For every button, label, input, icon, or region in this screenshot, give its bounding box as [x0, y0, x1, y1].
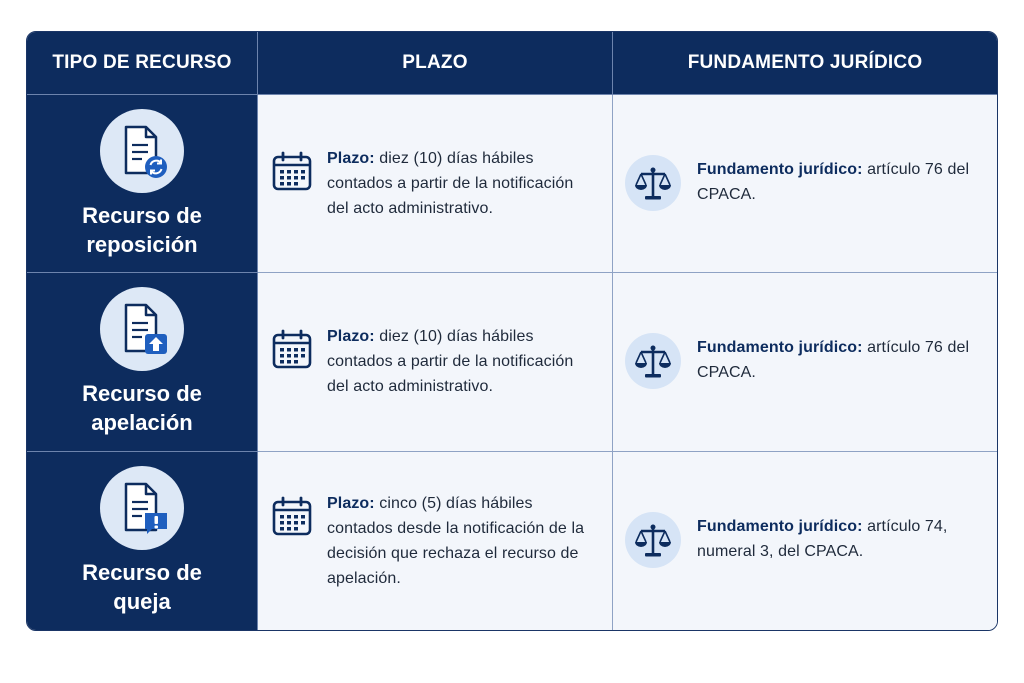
plazo-label: Plazo: — [327, 150, 375, 168]
document-alert-icon — [100, 466, 184, 550]
fundamento-value: artículo 76 del CPACA. — [697, 160, 970, 203]
fundamento-value: artículo 76 del CPACA. — [697, 338, 970, 381]
fundamento-text — [697, 335, 977, 385]
document-refresh-icon — [100, 109, 184, 193]
fundamento-text — [697, 514, 977, 564]
plazo-label: Plazo: — [327, 494, 375, 512]
fundamento-label: Fundamento jurídico: — [697, 160, 863, 178]
row-fundamento-cell — [613, 452, 997, 630]
plazo-text — [327, 491, 597, 591]
plazo-value: diez (10) días hábiles contados a partir de la notificación del acto administrativo. — [327, 150, 574, 218]
plazo-value: cinco (5) días hábiles contados desde la notificación de la decisión que rechaza el recurso de apelación. — [327, 494, 585, 587]
scales-icon — [625, 333, 681, 389]
header-plazo: PLAZO — [258, 32, 613, 95]
row-type-label: Recurso de apelación — [82, 380, 202, 435]
row-fundamento-cell — [613, 273, 997, 451]
row-fundamento-cell — [613, 95, 997, 273]
calendar-icon — [271, 328, 313, 370]
calendar-icon — [271, 150, 313, 192]
row-type-cell — [27, 95, 258, 273]
plazo-text — [327, 324, 597, 399]
row-plazo-cell — [258, 452, 613, 630]
row-plazo-cell — [258, 95, 613, 273]
fundamento-text — [697, 157, 977, 207]
plazo-label: Plazo: — [327, 328, 375, 346]
row-plazo-cell — [258, 273, 613, 451]
calendar-icon — [271, 495, 313, 537]
plazo-text — [327, 146, 597, 221]
fundamento-label: Fundamento jurídico: — [697, 338, 863, 356]
recursos-table — [26, 31, 998, 631]
scales-icon — [625, 155, 681, 211]
row-type-label: Recurso de reposición — [82, 202, 202, 257]
header-fundamento-juridico: FUNDAMENTO JURÍDICO — [613, 32, 997, 95]
document-upload-icon — [100, 287, 184, 371]
plazo-value: diez (10) días hábiles contados a partir de la notificación del acto administrativo. — [327, 328, 574, 396]
scales-icon — [625, 512, 681, 568]
row-type-label: Recurso de queja — [82, 559, 202, 614]
header-tipo-de-recurso: TIPO DE RECURSO — [27, 32, 258, 95]
row-type-cell — [27, 452, 258, 630]
fundamento-label: Fundamento jurídico: — [697, 517, 863, 535]
row-type-cell — [27, 273, 258, 451]
fundamento-value: artículo 74, numeral 3, del CPACA. — [697, 517, 948, 560]
